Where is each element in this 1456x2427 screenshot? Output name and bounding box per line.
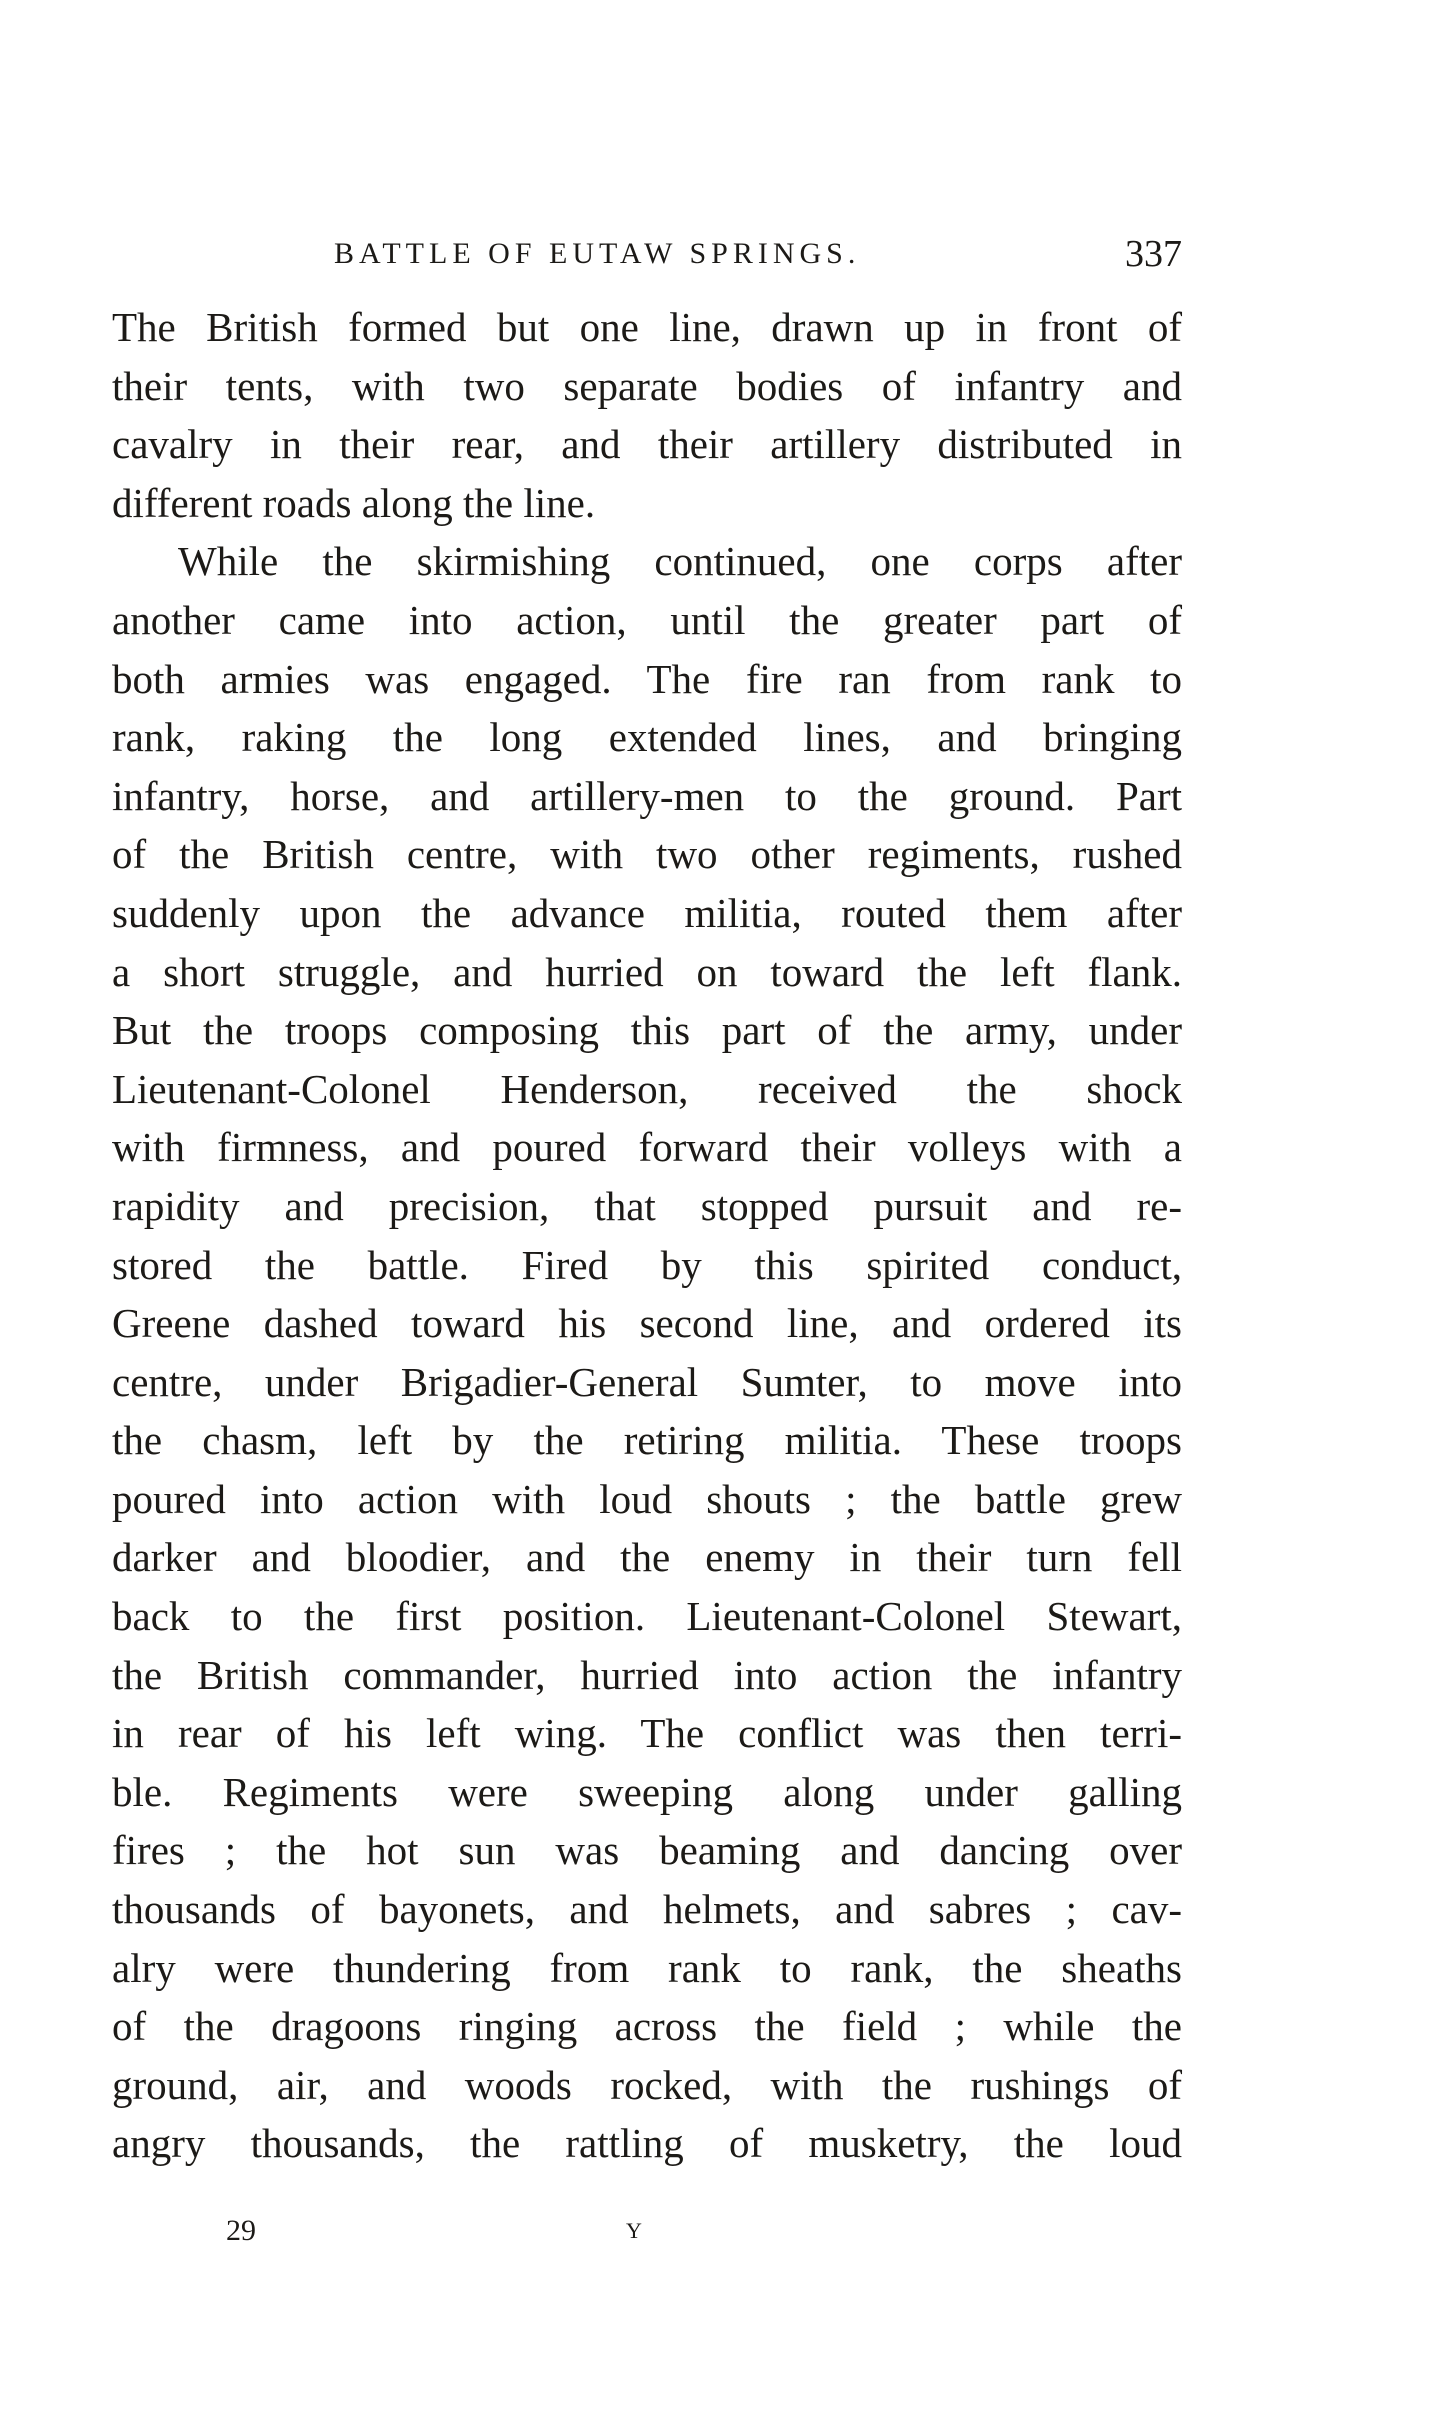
text-line: thousands of bayonets, and helmets, and sabres ; cav- (112, 1886, 1182, 1933)
text-line: another came into action, until the greater part of (112, 596, 1182, 643)
text-line: stored the battle. Fired by this spirited conduct, (112, 1241, 1182, 1288)
page-footer (112, 2206, 1182, 2256)
text-line: both armies was engaged. The fire ran from rank to (112, 655, 1182, 702)
text-line: of the British centre, with two other regiments, rushed (112, 831, 1182, 878)
running-head (112, 224, 1182, 284)
text-line: rapidity and precision, that stopped pursuit and re- (112, 1182, 1182, 1229)
page-number: 337 (1125, 233, 1182, 275)
text-line: ground, air, and woods rocked, with the rushings of (112, 2061, 1182, 2108)
text-line: their tents, with two separate bodies of infantry and (112, 362, 1182, 409)
body-text (112, 298, 1182, 2173)
text-line: with firmness, and poured forward their volleys with a (112, 1124, 1182, 1171)
text-line: But the troops composing this part of the army, under (112, 1007, 1182, 1054)
running-title: BATTLE OF EUTAW SPRINGS. (334, 237, 861, 270)
text-line: suddenly upon the advance militia, routed them after (112, 889, 1182, 936)
text-line: back to the first position. Lieutenant-Colonel Stewart, (112, 1593, 1182, 1640)
text-line: While the skirmishing continued, one corps after (178, 538, 1182, 585)
text-line: in rear of his left wing. The conflict was then terri- (112, 1710, 1182, 1757)
text-line: The British formed but one line, drawn up in front of (112, 304, 1182, 350)
text-line: Greene dashed toward his second line, and ordered its (112, 1300, 1182, 1347)
text-line: angry thousands, the rattling of musketry, the loud (112, 2120, 1182, 2167)
text-line: a short struggle, and hurried on toward the left flank. (112, 948, 1182, 995)
text-line: infantry, horse, and artillery-men to the ground. Part (112, 772, 1182, 819)
text-line: centre, under Brigadier-General Sumter, to move into (112, 1358, 1182, 1405)
paragraph-1 (112, 298, 1182, 532)
text-line: different roads along the line. (112, 479, 596, 526)
text-line: fires ; the hot sun was beaming and dancing over (112, 1827, 1182, 1874)
text-line: cavalry in their rear, and their artillery distributed in (112, 421, 1182, 468)
signature-number: 29 (226, 2214, 256, 2247)
text-line: rank, raking the long extended lines, and bringing (112, 714, 1182, 761)
text-line: of the dragoons ringing across the field ; while the (112, 2003, 1182, 2050)
text-line: alry were thundering from rank to rank, the sheaths (112, 1944, 1182, 1991)
text-line: the chasm, left by the retiring militia. These troops (112, 1417, 1182, 1464)
paragraph-2 (112, 532, 1182, 2173)
text-line: Lieutenant-Colonel Henderson, received the shock (112, 1065, 1182, 1112)
text-line: ble. Regiments were sweeping along under galling (112, 1768, 1182, 1815)
text-line: darker and bloodier, and the enemy in their turn fell (112, 1534, 1182, 1581)
text-line: poured into action with loud shouts ; the battle grew (112, 1475, 1182, 1522)
signature-letter: Y (626, 2218, 643, 2243)
text-line: the British commander, hurried into action the infantry (112, 1651, 1182, 1698)
